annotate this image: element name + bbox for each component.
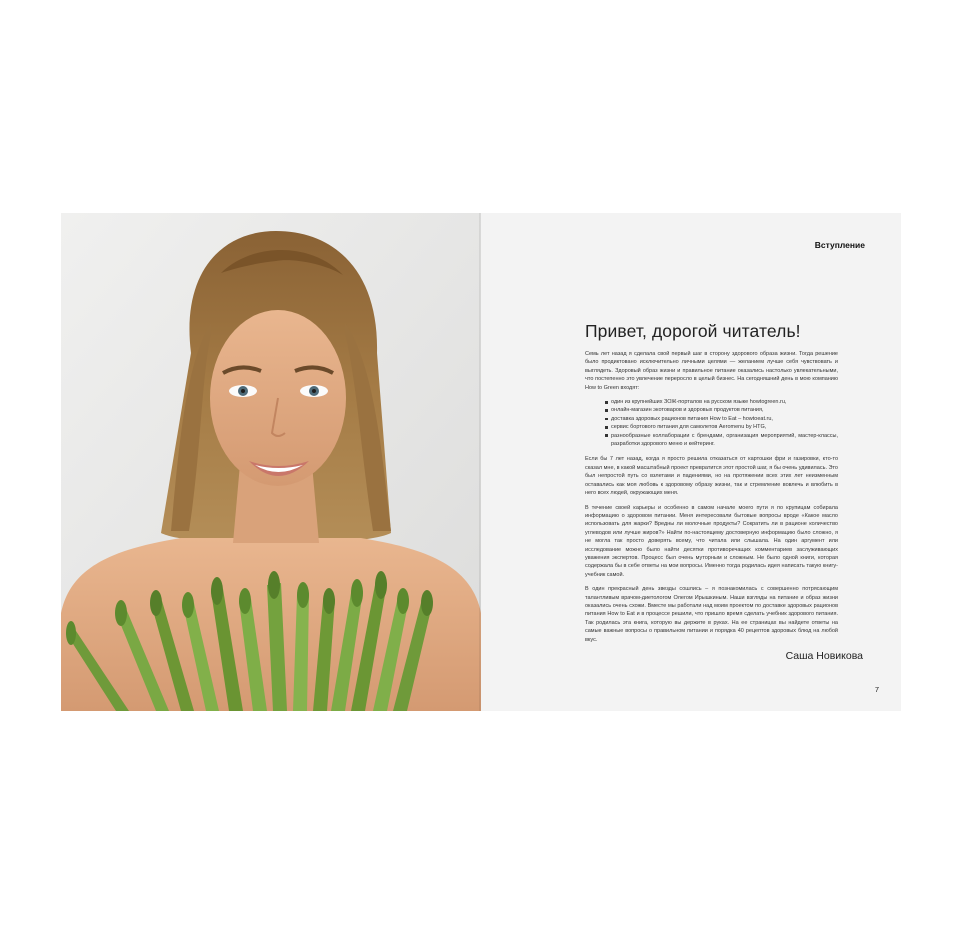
text-page	[481, 213, 901, 711]
bullet-item: сервис бортового питания для самолетов Aeromenu by HTG,	[605, 423, 838, 431]
paragraph: В один прекрасный день звезды сошлись – я познакомилась с совершенно потрясающим талантливым врачом-диетологом Олегом Ирышкиным. Наши взгляды на питание и образ жизни оказались очень схожи. Вместе мы работали над моим проектом по доставке здоровых рационов питания How to Eat и в процессе решили, что пришло время сделать учебник здорового питания. Так родилась эта книга, которую вы держите в руках. На ее страницах вы найдете ответы на самые важные вопросы о правильном питании и порядка 40 рецептов здоровых блюд на любой вкус.	[585, 586, 838, 643]
body-text	[585, 350, 838, 650]
page-number: 7	[874, 685, 879, 694]
bullet-item: онлайн-магазин экотоваров и здоровых продуктов питания,	[605, 406, 838, 414]
book-spread	[61, 213, 901, 711]
section-label: Вступление	[814, 240, 865, 250]
photo-page	[61, 213, 481, 711]
paragraph: В течение своей карьеры и особенно в самом начале моего пути я по крупицам собирала информацию о здоровом питании. Меня интересовали бытовые вопросы вроде «Какое масло использовать для жарки? Вредны ли молочные продукты? Сократить ли в рационе количество углеводов или лучше жиров?» Найти по-настоящему достоверную информацию было сложно, я не могла так просто доверять всему, что читала или слышала. На один аргумент или исследование можно было найти десятки противоречащих комментариев заслуживающих уважения экспертов. Процесс был очень муторным и сложным. Не было одной книги, которая содержала бы в себе ответы на мои вопросы. Именно тогда родилась идея написать такую книгу-учебник самой.	[585, 504, 838, 578]
author-signature: Саша Новикова	[785, 650, 863, 662]
page-heading: Привет, дорогой читатель!	[585, 321, 801, 341]
bullet-item: один из крупнейших ЗОЖ-порталов на русском языке howtogreen.ru,	[605, 398, 838, 406]
paragraph: Если бы 7 лет назад, когда я просто решила отказаться от картошки фри и газировки, кто-то сказал мне, в какой масштабный проект превратится этот простой шаг, я бы очень удивилась. Это был непростой путь со взлетами и падениями, но на протяжении всех этих лет неизменным оставались как моя любовь к здоровому образу жизни, так и стремление вовлечь и влюбить в него всех людей, окружающих меня.	[585, 456, 838, 497]
bullet-item: разнообразные коллаборации с брендами, организация мероприятий, мастер-классы, разработки здорового меню и кейтеринг.	[605, 432, 838, 449]
bullet-item: доставка здоровых рационов питания How to Eat – howtoeat.ru,	[605, 415, 838, 423]
paragraph: Семь лет назад я сделала свой первый шаг в сторону здорового образа жизни. Тогда решение было продиктовано исключительно личными целями — желанием лучше себя чувствовать и выглядеть. Здоровый образ жизни и правильное питание оказались настолько увлекательными, что постепенно это увлечение переросло в целый бизнес. На сегодняшний день в мою компанию How to Green входят:	[585, 351, 838, 391]
portrait-photo	[61, 213, 481, 711]
bullet-list	[605, 398, 838, 448]
